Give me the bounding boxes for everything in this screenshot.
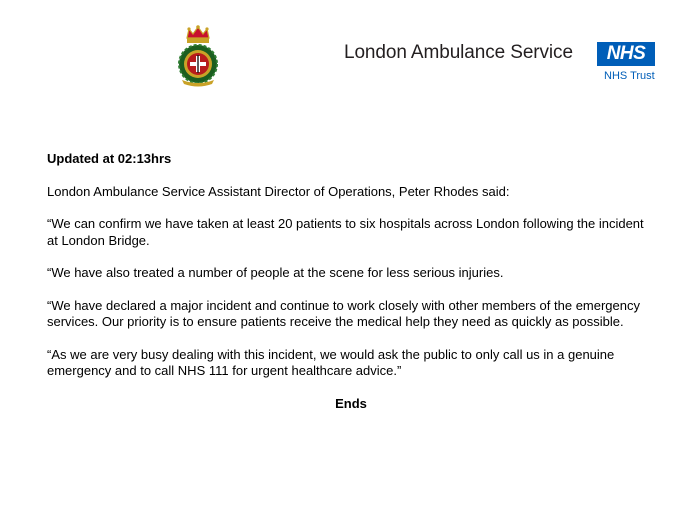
ends-label: Ends (335, 395, 367, 411)
update-time: Updated at 02:13hrs (47, 151, 172, 166)
nhs-logo: NHS (597, 42, 655, 66)
attribution: London Ambulance Service Assistant Director of Operations, Peter Rhodes said: (47, 183, 510, 199)
organisation-name: London Ambulance Service (344, 42, 573, 63)
statement-paragraph: “We can confirm we have taken at least 20 patients to six hospitals across London following the incident at London Bridge. (47, 216, 644, 248)
press-statement (47, 151, 647, 412)
statement-paragraph: “We have also treated a number of people at the scene for less serious injuries. (47, 265, 504, 280)
trust-label: NHS Trust (604, 70, 655, 82)
ambulance-service-crest-icon (170, 24, 226, 88)
statement-paragraph: “We have declared a major incident and continue to work closely with other members of the emergency services. Our priority is to ensure patients receive the medical help they need as quickly as possible. (47, 297, 640, 329)
statement-paragraph: “As we are very busy dealing with this incident, we would ask the public to only call us in a genuine emergency and to call NHS 111 for urgent healthcare advice.” (47, 346, 615, 378)
